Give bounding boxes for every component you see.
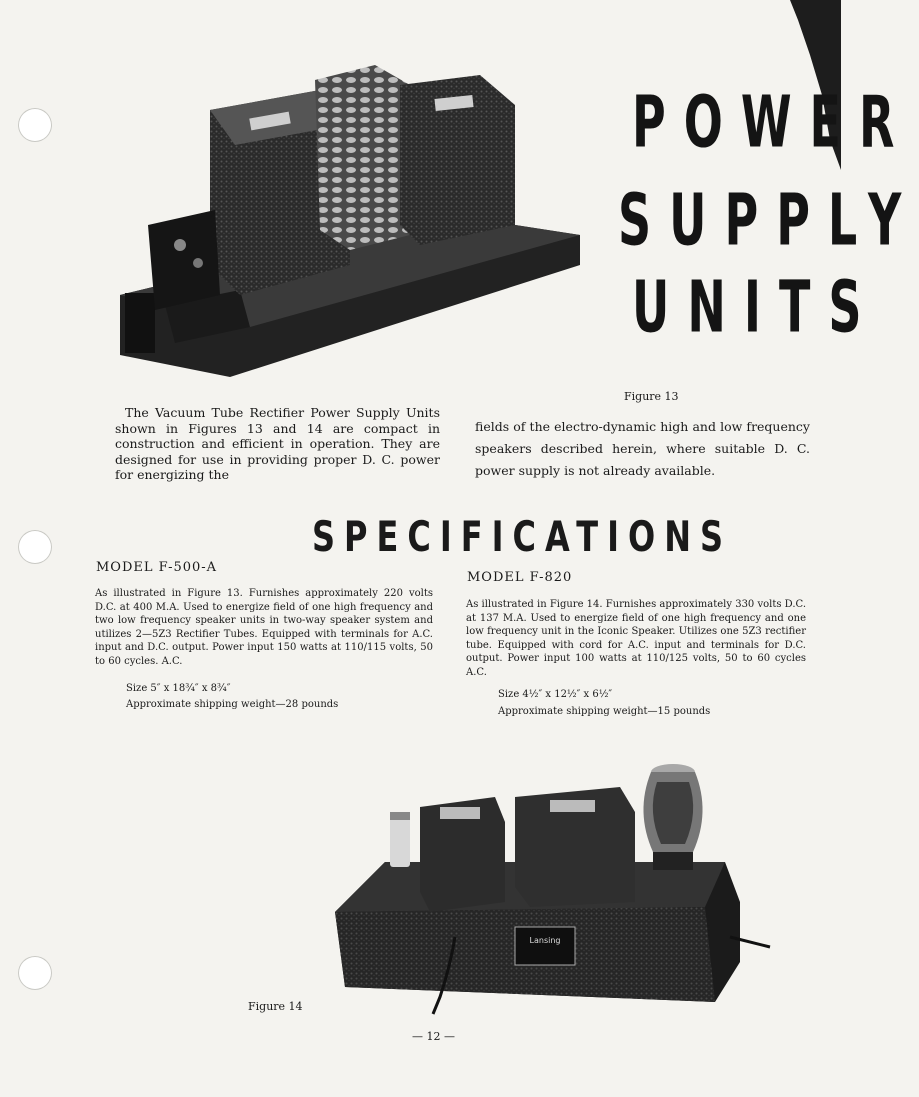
model-f500a-title: MODEL F-500-A (96, 560, 218, 575)
figure13-caption: Figure 13 (624, 390, 679, 403)
model-f820-description: As illustrated in Figure 14. Furnishes approximately 330 volts D.C. at 137 M.A. Used to energize field of one high frequency and one low frequency unit in the Iconic Speaker. Utilizes one 5Z3 rectifier tube. Equipped with cord for A.C. input and terminals for D.C. output. Power input 100 watts at 110/125 volts, 50 to 60 cycles A.C. (466, 599, 806, 678)
intro-right-paragraph: fields of the electro-dynamic high and low frequency speakers described herein, where suitable D. C. power supply is not already available. (475, 419, 810, 478)
model-f500a-description: As illustrated in Figure 13. Furnishes approximately 220 volts D.C. at 400 M.A. Used to energize field of one high frequency and two low frequency speaker units in two-way speaker system and utilizes 2—5Z3 Rectifier Tubes. Equipped with terminals for A.C. input and D.C. output. Power input 150 watts at 110/115 volts, 50 to 60 cycles. A.C. (95, 588, 433, 667)
title-line-supply: SUPPLY (618, 178, 919, 262)
figure14-caption: Figure 14 (248, 1000, 303, 1013)
punch-hole-bottom (18, 956, 52, 990)
page-number: — 12 — (412, 1030, 455, 1043)
title-line-units: UNITS (632, 265, 880, 349)
specifications-heading: SPECIFICATIONS (312, 512, 733, 562)
nameplate-text: Lansing (529, 936, 561, 945)
punch-hole-middle (18, 530, 52, 564)
title-line-power: POWER (632, 80, 913, 164)
figure14-photo (335, 752, 755, 1017)
model-f500a-size: Size 5″ x 18¾″ x 8¾″ (126, 683, 231, 694)
model-f820-size: Size 4½″ x 12½″ x 6½″ (498, 689, 613, 700)
model-f500a-weight: Approximate shipping weight—28 pounds (126, 699, 339, 710)
intro-left-paragraph: The Vacuum Tube Rectifier Power Supply Units shown in Figures 13 and 14 are compact in construction and efficient in operation. They are designed for use in providing proper D. C. power for energizing the (115, 405, 440, 482)
model-f820-weight: Approximate shipping weight—15 pounds (498, 706, 711, 717)
punch-hole-top (18, 108, 52, 142)
figure13-photo (120, 65, 590, 380)
model-f820-title: MODEL F-820 (467, 570, 573, 585)
